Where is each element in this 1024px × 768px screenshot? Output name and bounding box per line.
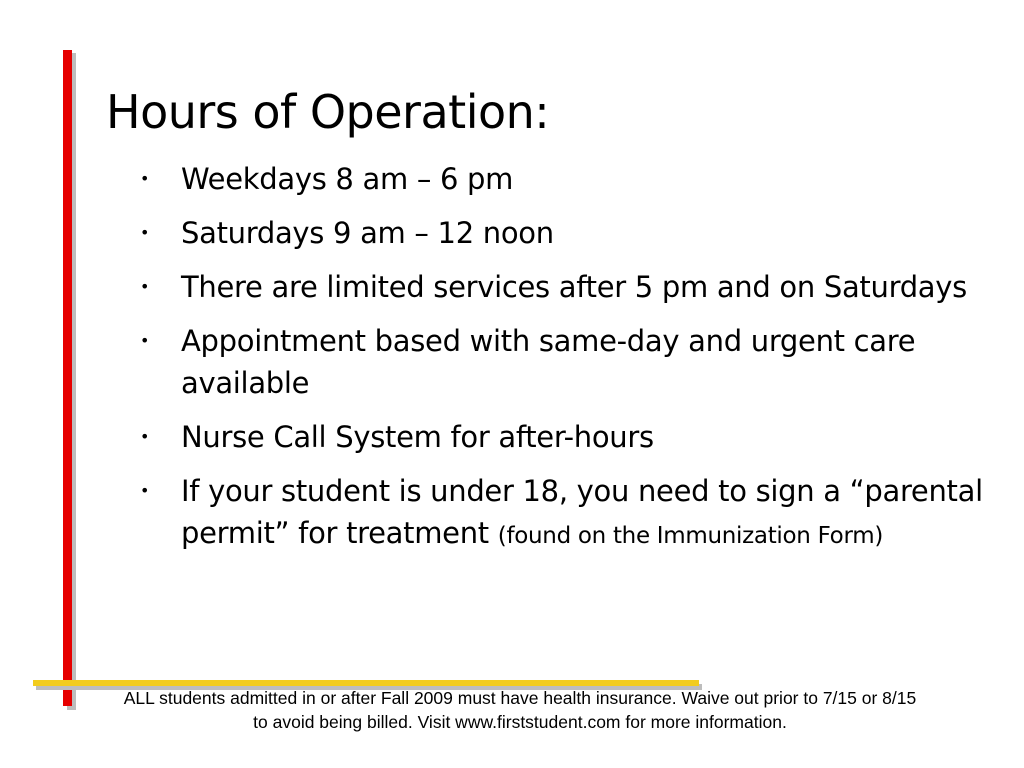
bullet-text: There are limited services after 5 pm and on Saturdays [181,270,967,304]
bullet-icon: • [140,481,150,500]
bullet-note: (found on the Immunization Form) [497,523,883,549]
slide-title: Hours of Operation: [106,85,550,139]
bullet-text: Nurse Call System for after-hours [181,420,654,454]
red-accent-bar [63,50,72,706]
bullet-icon: • [140,427,150,446]
bullet-item-saturdays [140,212,1020,257]
bullet-item-limited-services [140,266,1020,311]
bullet-icon: • [140,223,150,242]
bullet-text: Appointment based with same-day and urgent care available [181,324,916,400]
bullet-item-weekdays [140,158,1020,203]
bullet-icon: • [140,169,150,188]
bullet-item-appointments [140,320,1020,407]
bullet-icon: • [140,331,150,350]
bullet-text: If your student is under 18, you need to sign a “parental permit” for treatment [181,474,983,550]
footer-note: ALL students admitted in or after Fall 2009 must have health insurance. Waive out prior to 7/15 or 8/15 to avoid being billed. Visit www.firststudent.com for more information. [123,688,917,732]
bullet-item-nurse-call [140,416,1020,461]
bullet-text: Saturdays 9 am – 12 noon [181,216,554,250]
bullet-item-parental-permit [140,470,1020,557]
bullet-list [140,158,1020,566]
bullet-icon: • [140,277,150,296]
bullet-text: Weekdays 8 am – 6 pm [181,162,514,196]
